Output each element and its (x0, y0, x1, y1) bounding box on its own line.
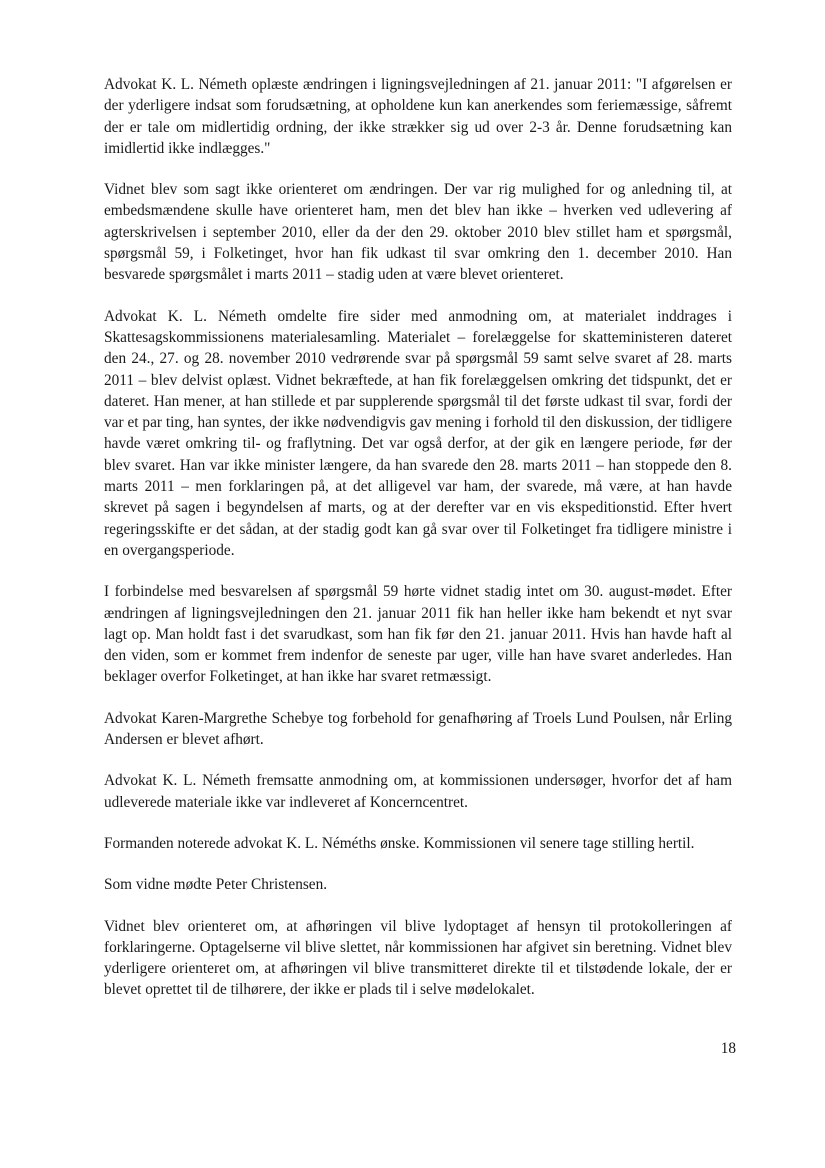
paragraph-materials-handed-out: Advokat K. L. Németh omdelte fire sider med anmodning om, at materialet inddrages i Skattesagskommissionens materialesamling. Materialet – forelæggelse for skatteministeren dateret den 24., 27. og 28. november 2010 vedrørende svar på spørgsmål 59 samt selve svaret af 28. marts 2011 – blev delvist oplæst. Vidnet bekræftede, at han fik forelæggelsen omkring det tidspunkt, det er dateret. Han mener, at han stillede et par supplerende spørgsmål til det første udkast til svar, fordi der var et par ting, han syntes, der ikke nødvendigvis gav mening i forhold til den diskussion, der tidligere havde været omkring til- og fraflytning. Det var også derfor, at der gik en længere periode, før der blev svaret. Han var ikke minister længere, da han svarede den 28. marts 2011 – han stoppede den 8. marts 2011 – men forklaringen på, at det alligevel var ham, der svarede, må være, at han havde skrevet på sagen i begyndelsen af marts, og at der derefter var en vis ekspeditionstid. Efter hvert regeringsskifte er det sådan, at der stadig godt kan gå svar over til Folketinget fra tidligere ministre i en overgangsperiode. (104, 307, 732, 559)
paragraph-question-59: I forbindelse med besvarelsen af spørgsmål 59 hørte vidnet stadig intet om 30. august-mødet. Efter ændringen af ligningsvejledningen den 21. januar 2011 fik han heller ikke ham bekendt et nyt svar lagt op. Man holdt fast i det svarudkast, som han fik før den 21. januar 2011. Hvis han havde haft al den viden, som er kommet frem indenfor de seneste par uger, ville han have svaret anderledes. Han beklager overfor Folketinget, at han ikke har svaret retmæssigt. (104, 583, 732, 686)
page-body (104, 74, 732, 1021)
paragraph-recording-notice: Vidnet blev orienteret om, at afhøringen vil blive lydoptaget af hensyn til protokolleringen af forklaringerne. Optagelserne vil blive slettet, når kommissionen har afgivet sin beretning. Vidnet blev yderligere orienteret om, at afhøringen vil blive transmitteret direkte til et tilstødende lokale, der er blevet oprettet til de tilhørere, der ikke er plads til i selve mødelokalet. (104, 917, 732, 999)
page-number: 18 (720, 1040, 736, 1057)
paragraph-new-witness: Som vidne mødte Peter Christensen. (104, 876, 328, 894)
paragraph-request-investigation: Advokat K. L. Németh fremsatte anmodning om, at kommissionen undersøger, hvorfor det af ham udleverede materiale ikke var indleveret af Koncerncentret. (104, 772, 732, 811)
paragraph-witness-not-informed: Vidnet blev som sagt ikke orienteret om ændringen. Der var rig mulighed for og anledning til, at embedsmændene skulle have orienteret ham, men det blev han ikke – hverken ved udlevering af agterskrivelsen i september 2010, eller da der den 29. oktober 2010 blev stillet ham et spørgsmål, spørgsmål 59, i Folketinget, hvor han fik udkast til svar omkring den 1. december 2010. Han besvarede spørgsmålet i marts 2011 – stadig uden at være blevet orienteret. (104, 181, 732, 284)
paragraph-reservation: Advokat Karen-Margrethe Schebye tog forbehold for genafhøring af Troels Lund Poulsen, når Erling Andersen er blevet afhørt. (104, 709, 732, 749)
paragraph-chairman-note: Formanden noterede advokat K. L. Néméths ønske. Kommissionen vil senere tage stilling hertil. (104, 834, 695, 852)
paragraph-amendment-reading: Advokat K. L. Németh oplæste ændringen i ligningsvejledningen af 21. januar 2011: "I afgørelsen er der yderligere indsat som forudsætning, at opholdene kun kan anerkendes som feriemæssige, såfremt der er tale om midlertidig ordning, der ikke strækker sig ud over 2-3 år. Denne forudsætning kan imidlertid ikke indlægges." (104, 76, 732, 157)
